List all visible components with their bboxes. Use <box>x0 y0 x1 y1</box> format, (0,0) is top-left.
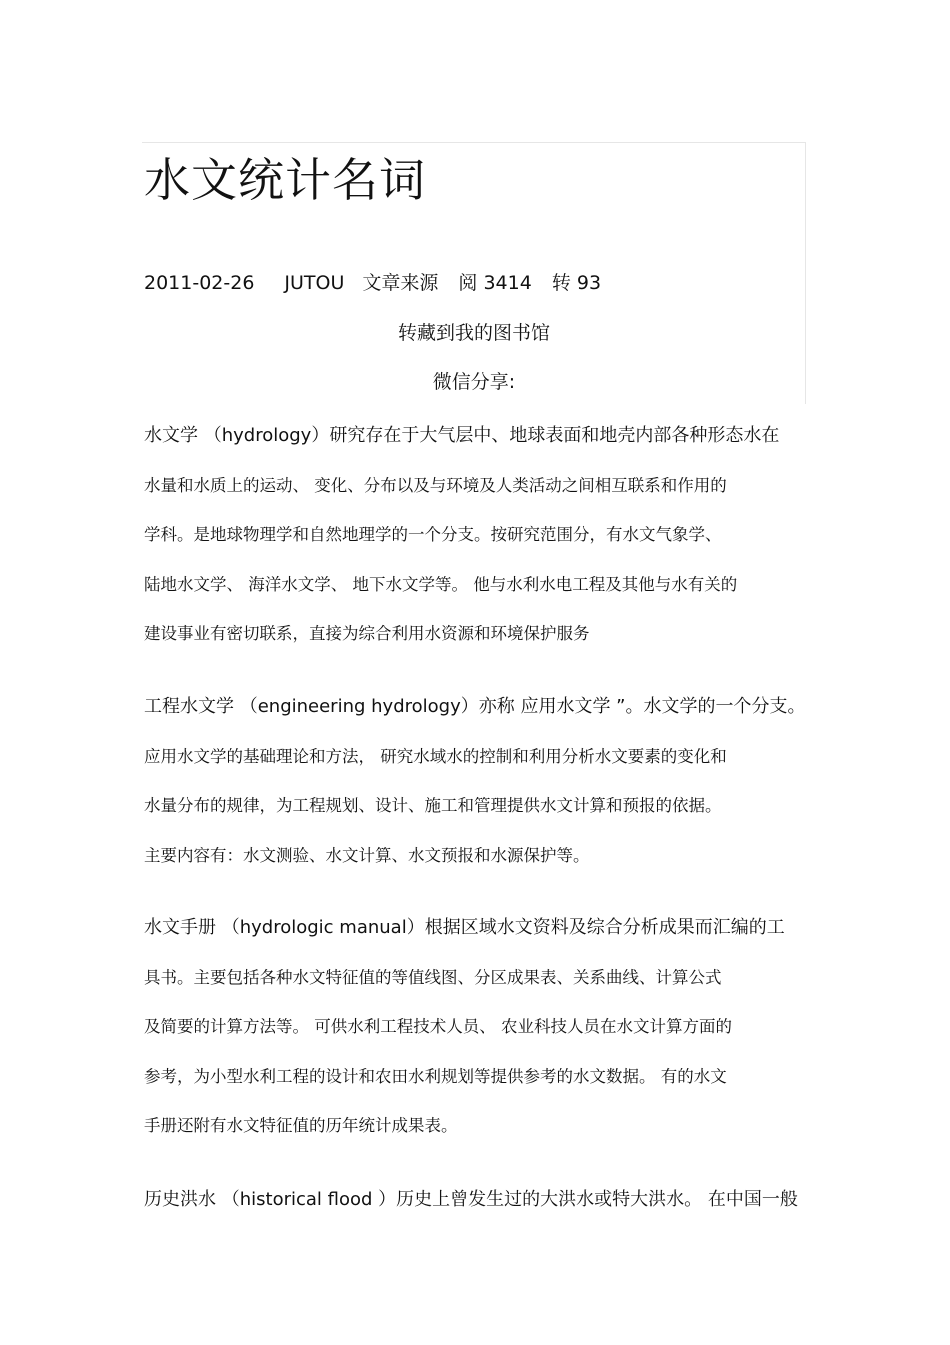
paragraph-line: 学科。是地球物理学和自然地理学的一个分支。按研究范围分，有水文气象学、 <box>144 525 722 544</box>
publish-date: 2011-02-26 <box>144 272 255 294</box>
share-count: 转 93 <box>551 272 602 294</box>
author-link[interactable]: JUTOU <box>284 272 345 294</box>
source-link[interactable]: 文章来源 <box>362 272 439 294</box>
paragraph-line: 水量分布的规律，为工程规划、设计、施工和管理提供水文计算和预报的依据。 <box>144 796 722 815</box>
paragraph-line: 及简要的计算方法等。 可供水利工程技术人员、 农业科技人员在水文计算方面的 <box>144 1017 732 1036</box>
paragraph-line: 水文手册 （hydrologic manual）根据区域水文资料及综合分析成果而汇编的工 <box>144 917 785 938</box>
paragraph-line: 参考，为小型水利工程的设计和农田水利规划等提供参考的水文数据。 有的水文 <box>144 1066 727 1086</box>
article-meta <box>144 268 601 298</box>
paragraph-line: 建设事业有密切联系，直接为综合利用水资源和环境保护服务 <box>144 624 590 643</box>
paragraph-line: 历史洪水 （historical flood ）历史上曾发生过的大洪水或特大洪水。 在中国一般 <box>144 1189 798 1210</box>
paragraph-historical-flood <box>144 1175 808 1225</box>
paragraph-line: 主要内容有：水文测验、水文计算、水文预报和水源保护等。 <box>144 845 590 865</box>
paragraph-line: 具书。主要包括各种水文特征值的等值线图、分区成果表、关系曲线、计算公式 <box>144 967 722 987</box>
wechat-share-label[interactable]: 微信分享: <box>432 371 516 393</box>
paragraph-line: 手册还附有水文特征值的历年统计成果表。 <box>144 1116 458 1135</box>
paragraph-line: 水量和水质上的运动、 变化、分布以及与环境及人类活动之间相互联系和作用的 <box>144 475 727 495</box>
save-to-library-button[interactable]: 转藏到我的图书馆 <box>397 322 550 344</box>
paragraph-hydrology <box>144 411 808 659</box>
paragraph-line: 应用水文学的基础理论和方法， 研究水域水的控制和利用分析水文要素的变化和 <box>144 746 727 766</box>
paragraph-engineering-hydrology <box>144 682 808 880</box>
page-title: 水文统计名词 <box>144 153 426 207</box>
paragraph-line: 陆地水文学、 海洋水文学、 地下水文学等。 他与水利水电工程及其他与水有关的 <box>144 574 738 594</box>
read-count: 阅 3414 <box>458 272 532 294</box>
paragraph-line: 工程水文学 （engineering hydrology）亦称 应用水文学 ”。水文学的一个分支。 <box>144 696 806 717</box>
paragraph-hydrologic-manual <box>144 903 808 1151</box>
paragraph-line: 水文学 （hydrology）研究存在于大气层中、地球表面和地壳内部各种形态水在 <box>144 425 780 446</box>
